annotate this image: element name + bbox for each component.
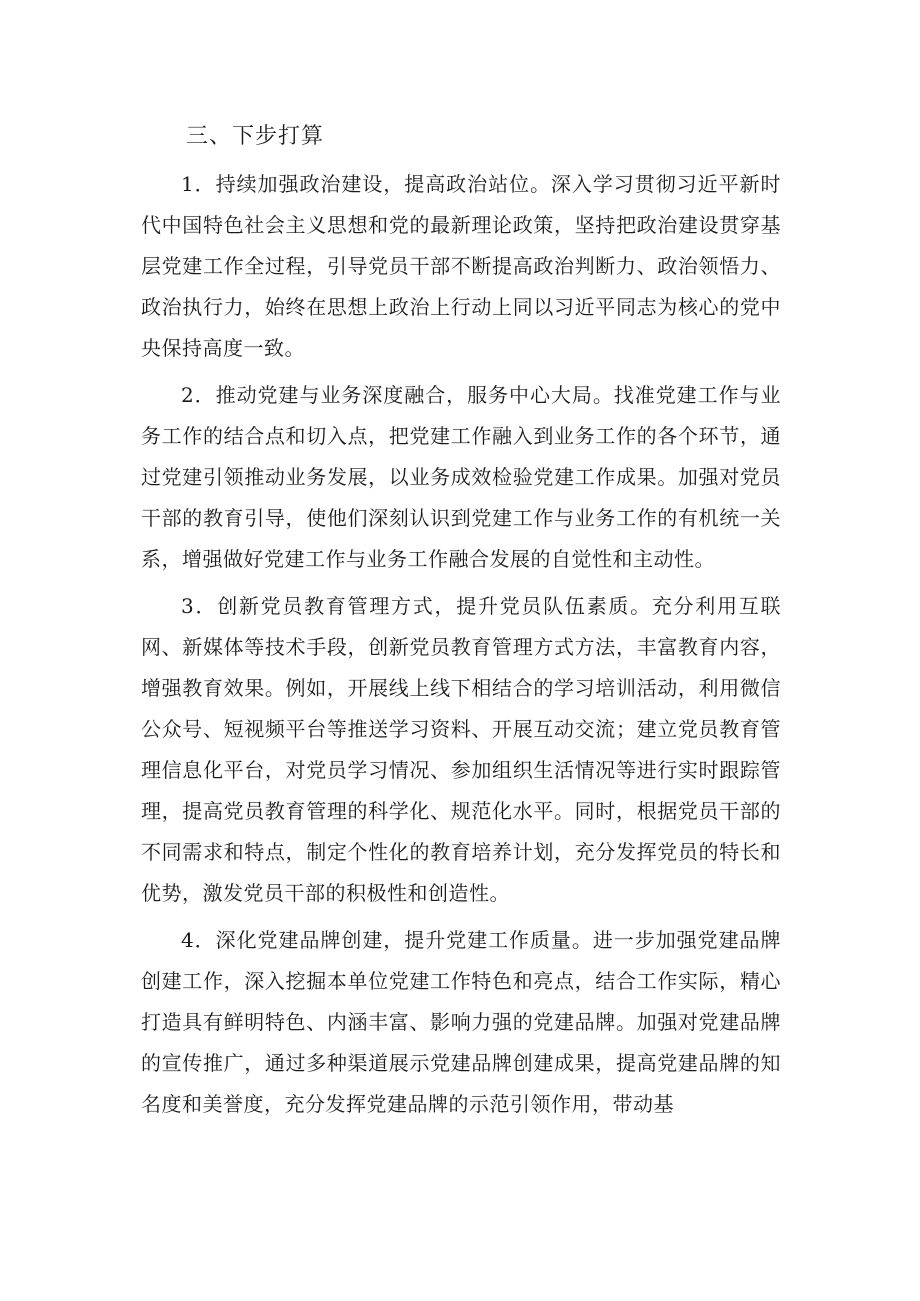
paragraph-2: 2．推动党建与业务深度融合，服务中心大局。找准党建工作与业务工作的结合点和切入点，把党建工作融入到业务工作的各个环节，通过党建引领推动业务发展，以业务成效检验党建工作成果。加强对党员干部的教育引导，使他们深刻认识到党建工作与业务工作的有机统一关系，增强做好党建工作与业务工作融合发展的自觉性和主动性。 bbox=[141, 383, 781, 571]
section-heading: 三、下步打算 bbox=[186, 124, 325, 149]
paragraph-1: 1．持续加强政治建设，提高政治站位。深入学习贯彻习近平新时代中国特色社会主义思想和党的最新理论政策，坚持把政治建设贯穿基层党建工作全过程，引导党员干部不断提高政治判断力、政治领悟力、政治执行力，始终在思想上政治上行动上同以习近平同志为核心的党中央保持高度一致。 bbox=[141, 172, 781, 360]
paragraph-3: 3．创新党员教育管理方式，提升党员队伍素质。充分利用互联网、新媒体等技术手段，创新党员教育管理方式方法，丰富教育内容，增强教育效果。例如，开展线上线下相结合的学习培训活动，利用微信公众号、短视频平台等推送学习资料、开展互动交流；建立党员教育管理信息化平台，对党员学习情况、参加组织生活情况等进行实时跟踪管理，提高党员教育管理的科学化、规范化水平。同时，根据党员干部的不同需求和特点，制定个性化的教育培养计划，充分发挥党员的特长和优势，激发党员干部的积极性和创造性。 bbox=[141, 594, 781, 905]
paragraph-4: 4．深化党建品牌创建，提升党建工作质量。进一步加强党建品牌创建工作，深入挖掘本单位党建工作特色和亮点，结合工作实际，精心打造具有鲜明特色、内涵丰富、影响力强的党建品牌。加强对党建品牌的宣传推广，通过多种渠道展示党建品牌创建成果，提高党建品牌的知名度和美誉度，充分发挥党建品牌的示范引领作用，带动基 bbox=[141, 928, 781, 1116]
document-body bbox=[141, 118, 781, 1131]
